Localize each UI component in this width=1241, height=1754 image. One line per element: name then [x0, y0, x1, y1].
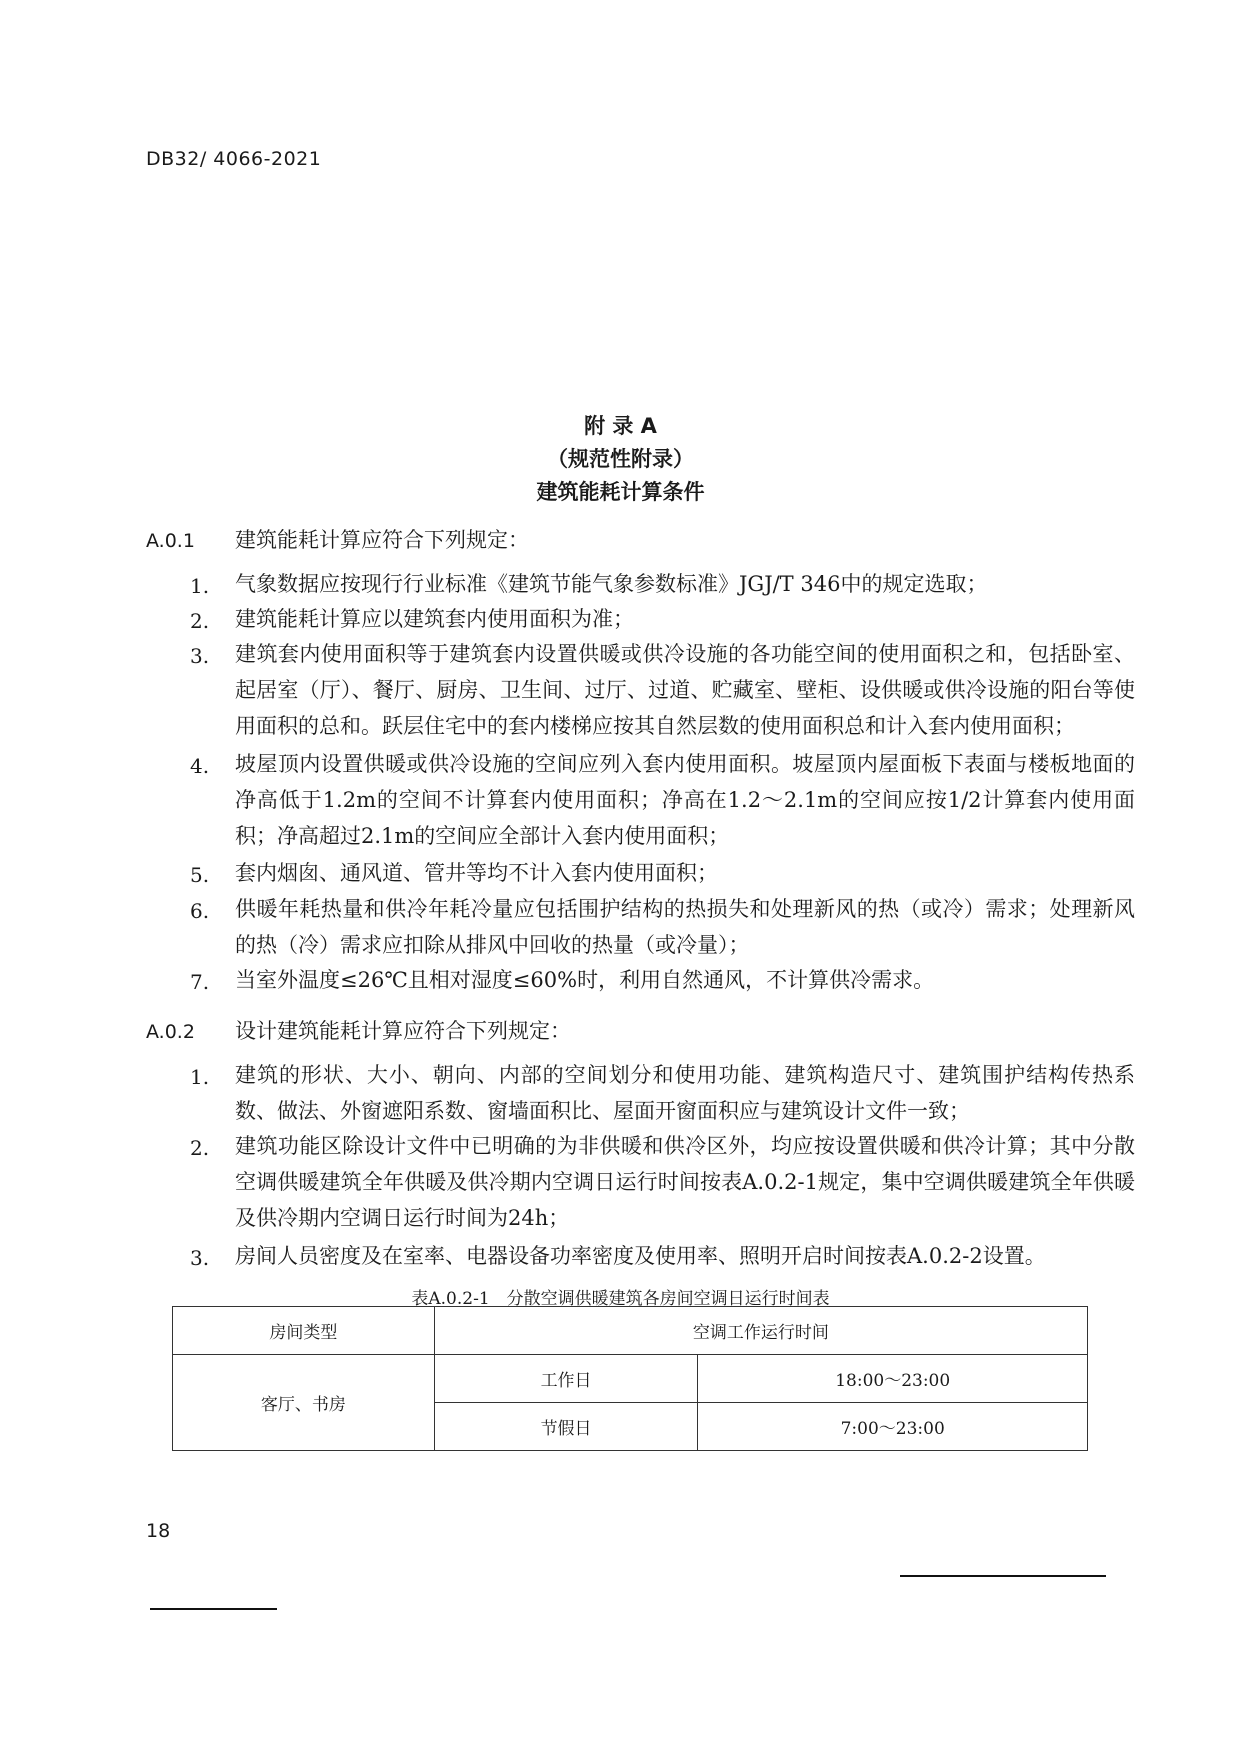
table-header-cell: 房间类型	[173, 1307, 435, 1355]
list-item: 建筑的形状、大小、朝向、内部的空间划分和使用功能、建筑构造尺寸、建筑围护结构传热系数、做法、外窗遮阳系数、窗墙面积比、屋面开窗面积应与建筑设计文件一致；	[235, 1063, 1135, 1123]
clause-number: A.0.1	[146, 530, 195, 552]
table-cell: 18:00～23:00	[698, 1355, 1088, 1403]
list-item: 建筑套内使用面积等于建筑套内设置供暖或供冷设施的各功能空间的使用面积之和，包括卧室、起居室（厅）、餐厅、厨房、卫生间、过厅、过道、贮藏室、壁柜、设供暖或供冷设施的阳台等使用面积的总和。跃层住宅中的套内楼梯应按其自然层数的使用面积总和计入套内使用面积；	[235, 642, 1135, 738]
list-item-number: 6.	[190, 899, 210, 923]
table-cell: 7:00～23:00	[698, 1403, 1088, 1451]
list-item: 气象数据应按现行行业标准《建筑节能气象参数标准》JGJ/T 346中的规定选取；	[235, 572, 988, 596]
clause-number: A.0.2	[146, 1021, 195, 1043]
list-item-number: 1.	[190, 574, 210, 598]
page-number: 18	[146, 1520, 171, 1542]
standard-code: DB32/ 4066-2021	[146, 148, 322, 170]
table-cell: 节假日	[434, 1403, 698, 1451]
table-caption: 表A.0.2-1 分散空调供暖建筑各房间空调日运行时间表	[411, 1289, 830, 1309]
list-item: 套内烟囱、通风道、管井等均不计入套内使用面积；	[235, 861, 718, 885]
table-header-cell: 空调工作运行时间	[434, 1307, 1087, 1355]
list-item-number: 1.	[190, 1065, 210, 1089]
list-item: 供暖年耗热量和供冷年耗冷量应包括围护结构的热损失和处理新风的热（或冷）需求；处理新风的热（冷）需求应扣除从排风中回收的热量（或冷量）；	[235, 897, 1135, 957]
table-header-row	[173, 1307, 1088, 1355]
clause-text: 设计建筑能耗计算应符合下列规定：	[235, 1019, 571, 1043]
list-item: 建筑能耗计算应以建筑套内使用面积为准；	[235, 607, 634, 631]
list-item: 建筑功能区除设计文件中已明确的为非供暖和供冷区外，均应按设置供暖和供冷计算；其中分散空调供暖建筑全年供暖及供冷期内空调日运行时间按表A.0.2-1规定，集中空调供暖建筑全年供暖及供冷期内空调日运行时间为24h；	[235, 1134, 1135, 1230]
list-item: 当室外温度≤26℃且相对湿度≤60%时，利用自然通风，不计算供冷需求。	[235, 968, 935, 992]
list-item-number: 7.	[190, 970, 210, 994]
appendix-title: 建筑能耗计算条件	[536, 480, 705, 504]
clause-text: 建筑能耗计算应符合下列规定：	[235, 528, 529, 552]
list-item: 坡屋顶内设置供暖或供冷设施的空间应列入套内使用面积。坡屋顶内屋面板下表面与楼板地面的净高低于1.2m的空间不计算套内使用面积；净高在1.2～2.1m的空间应按1/2计算套内使用面积；净高超过2.1m的空间应全部计入套内使用面积；	[235, 752, 1135, 848]
list-item: 房间人员密度及在室率、电器设备功率密度及使用率、照明开启时间按表A.0.2-2设置。	[235, 1244, 1046, 1268]
list-item-number: 3.	[190, 644, 210, 668]
table-row	[173, 1355, 1088, 1403]
table-cell: 客厅、书房	[173, 1355, 435, 1451]
list-item-number: 2.	[190, 1136, 210, 1160]
footer-rule-right	[900, 1575, 1106, 1577]
list-item-number: 3.	[190, 1246, 210, 1270]
list-item-number: 5.	[190, 863, 210, 887]
footer-rule-left	[150, 1608, 277, 1610]
appendix-subheading: （规范性附录）	[547, 447, 694, 471]
appendix-heading: 附 录 A	[584, 414, 657, 438]
list-item-number: 2.	[190, 609, 210, 633]
list-item-number: 4.	[190, 754, 210, 778]
runtime-table	[172, 1306, 1088, 1451]
table-cell: 工作日	[434, 1355, 698, 1403]
